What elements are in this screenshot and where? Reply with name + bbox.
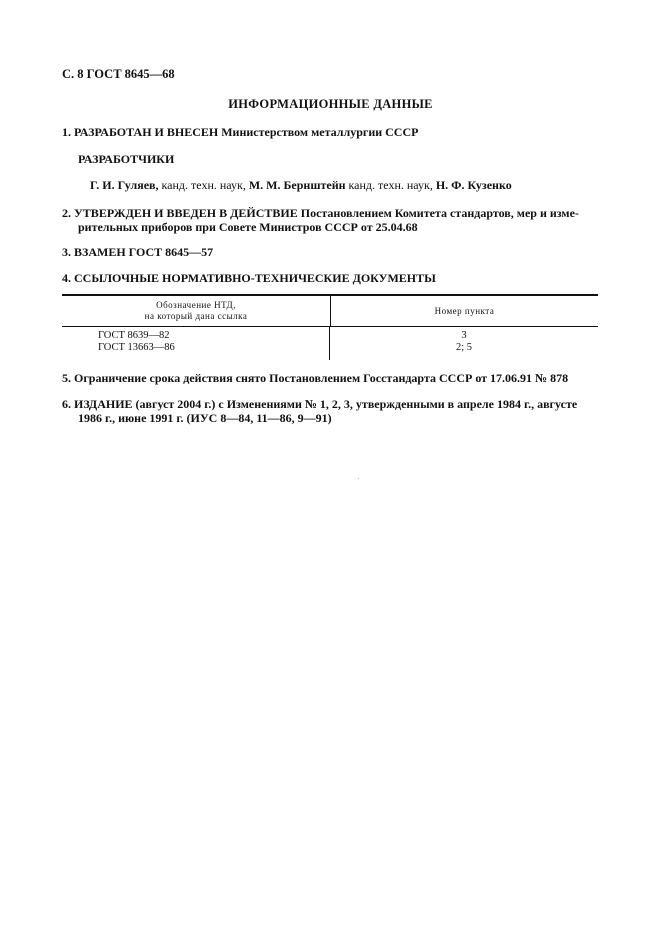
- page-header: С. 8 ГОСТ 8645—68: [62, 67, 175, 81]
- item-2-line-2: рительных приборов при Совете Министров СССР от 25.04.68: [78, 220, 418, 234]
- developer-degree: канд. техн. наук,: [158, 178, 249, 192]
- table-body: [62, 327, 598, 360]
- developer-degree: канд. техн. наук,: [345, 178, 436, 192]
- developer-name: М. М. Бернштейн: [248, 178, 346, 192]
- table-cell-point: 2; 5: [455, 342, 473, 353]
- item-4: 4. ССЫЛОЧНЫЕ НОРМАТИВНО-ТЕХНИЧЕСКИЕ ДОКУМЕНТЫ: [62, 271, 436, 285]
- table-col-point: [330, 327, 598, 360]
- developers-line: [90, 178, 512, 193]
- table-header-doc-line-1: Обозначение НТД,: [156, 300, 236, 310]
- developers-heading: РАЗРАБОТЧИКИ: [78, 152, 175, 166]
- item-3: 3. ВЗАМЕН ГОСТ 8645—57: [62, 245, 214, 259]
- table-cell-doc: ГОСТ 13663—86: [98, 342, 175, 353]
- table-header-point: Номер пункта: [434, 305, 495, 316]
- table-header: [62, 296, 598, 327]
- scan-speck: [358, 478, 359, 479]
- item-6-line-1: 6. ИЗДАНИЕ (август 2004 г.) с Изменениями № 1, 2, 3, утвержденными в апреле 1984 г., августе: [62, 397, 578, 411]
- developer-name: Н. Ф. Кузенко: [435, 178, 512, 192]
- table-cell-doc: ГОСТ 8639—82: [98, 330, 170, 341]
- item-6-line-2: 1986 г., июне 1991 г. (ИУС 8—84, 11—86, 9—91): [78, 411, 332, 425]
- reference-table: [62, 294, 598, 360]
- item-2-line-1: 2. УТВЕРЖДЕН И ВВЕДЕН В ДЕЙСТВИЕ Постановлением Комитета стандартов, мер и изме-: [62, 206, 579, 220]
- developer-name: Г. И. Гуляев,: [90, 178, 159, 192]
- item-5: 5. Ограничение срока действия снято Постановлением Госстандарта СССР от 17.06.91 № 878: [62, 371, 569, 385]
- table-header-doc-line-2: на который дана ссылка: [144, 311, 248, 321]
- section-title: ИНФОРМАЦИОННЫЕ ДАННЫЕ: [228, 97, 433, 111]
- table-header-doc: [62, 296, 331, 326]
- table-col-doc: [62, 327, 330, 360]
- item-1: 1. РАЗРАБОТАН И ВНЕСЕН Министерством металлургии СССР: [62, 125, 419, 139]
- table-cell-point: 3: [461, 330, 467, 341]
